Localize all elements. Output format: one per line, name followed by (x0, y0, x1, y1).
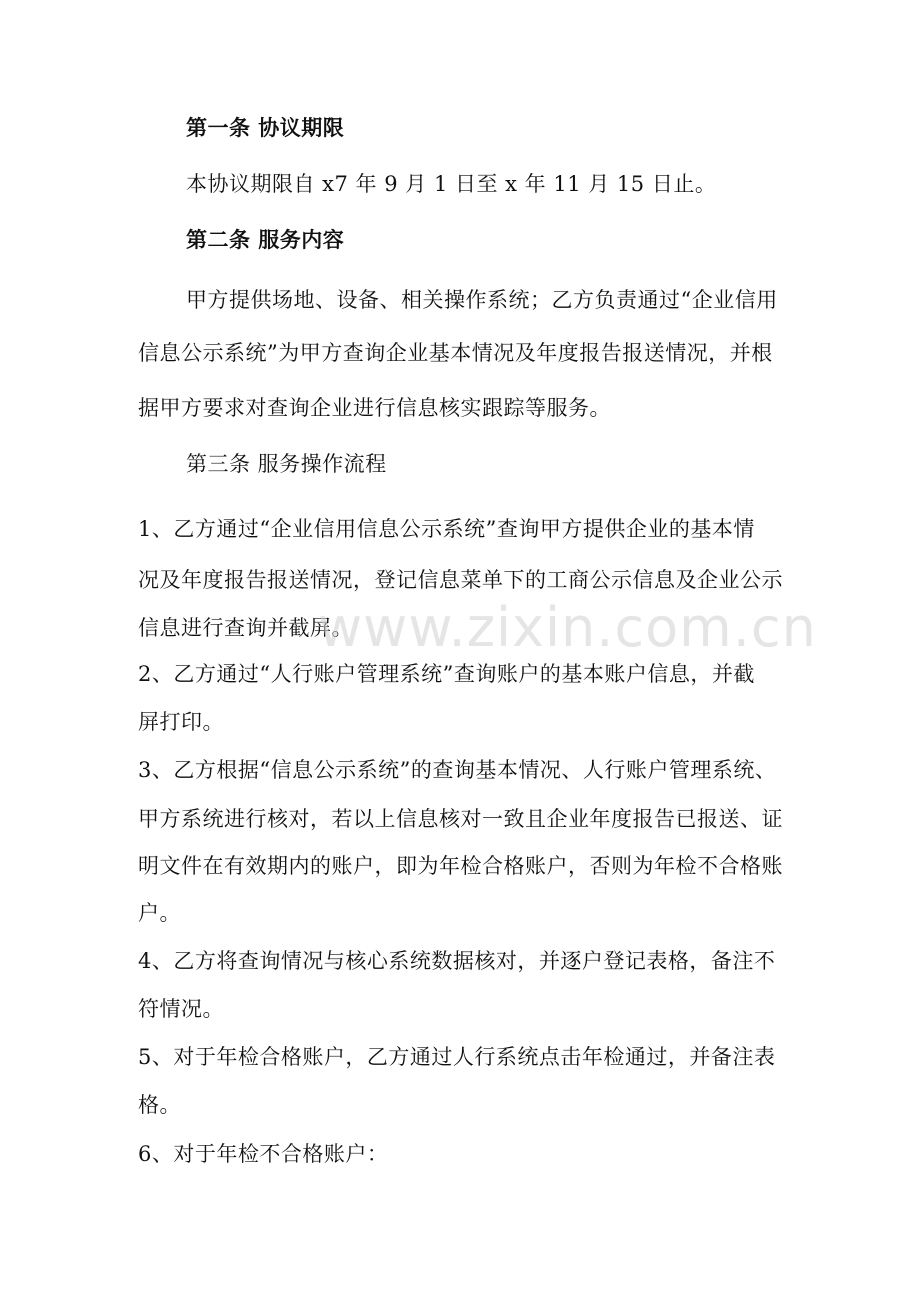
item-5-line-1: 5、对于年检合格账户，乙方通过人行系统点击年检通过，并备注表 (138, 1045, 776, 1069)
item-6-line-1: 6、对于年检不合格账户： (138, 1142, 389, 1166)
item-2-line-1: 2、乙方通过“人行账户管理系统”查询账户的基本账户信息，并截 (138, 662, 755, 686)
item-3-line-1: 3、乙方根据“信息公示系统”的查询基本情况、人行账户管理系统、 (138, 758, 777, 782)
article-1-heading: 第一条 协议期限 (186, 115, 345, 140)
article-2-heading: 第二条 服务内容 (186, 227, 345, 252)
item-3-line-4: 户。 (138, 901, 181, 925)
article-2-body-line-3: 据甲方要求对查询企业进行信息核实跟踪等服务。 (138, 396, 611, 420)
item-2-line-2: 屏打印。 (138, 710, 224, 734)
article-2-body-line-2: 信息公示系统”为甲方查询企业基本情况及年度报告报送情况，并根 (138, 341, 773, 365)
article-3-heading: 第三条 服务操作流程 (186, 452, 387, 476)
item-4-line-2: 符情况。 (138, 997, 224, 1021)
item-1-line-1: 1、乙方通过“企业信用信息公示系统”查询甲方提供企业的基本情 (138, 517, 755, 541)
item-3-line-2: 甲方系统进行核对，若以上信息核对一致且企业年度报告已报送、证 (138, 807, 783, 831)
article-1-body: 本协议期限自 x7 年 9 月 1 日至 x 年 11 月 15 日止。 (186, 172, 717, 196)
item-4-line-1: 4、乙方将查询情况与核心系统数据核对，并逐户登记表格，备注不 (138, 949, 776, 973)
item-5-line-2: 格。 (138, 1093, 181, 1117)
item-1-line-3: 信息进行查询并截屏。 (138, 616, 353, 640)
item-3-line-3: 明文件在有效期内的账户，即为年检合格账户，否则为年检不合格账 (138, 854, 783, 878)
watermark: www.zixin.com.cn (318, 596, 817, 659)
article-2-body-line-1: 甲方提供场地、设备、相关操作系统；乙方负责通过“企业信用 (186, 288, 778, 312)
item-1-line-2: 况及年度报告报送情况，登记信息菜单下的工商公示信息及企业公示 (138, 568, 783, 592)
